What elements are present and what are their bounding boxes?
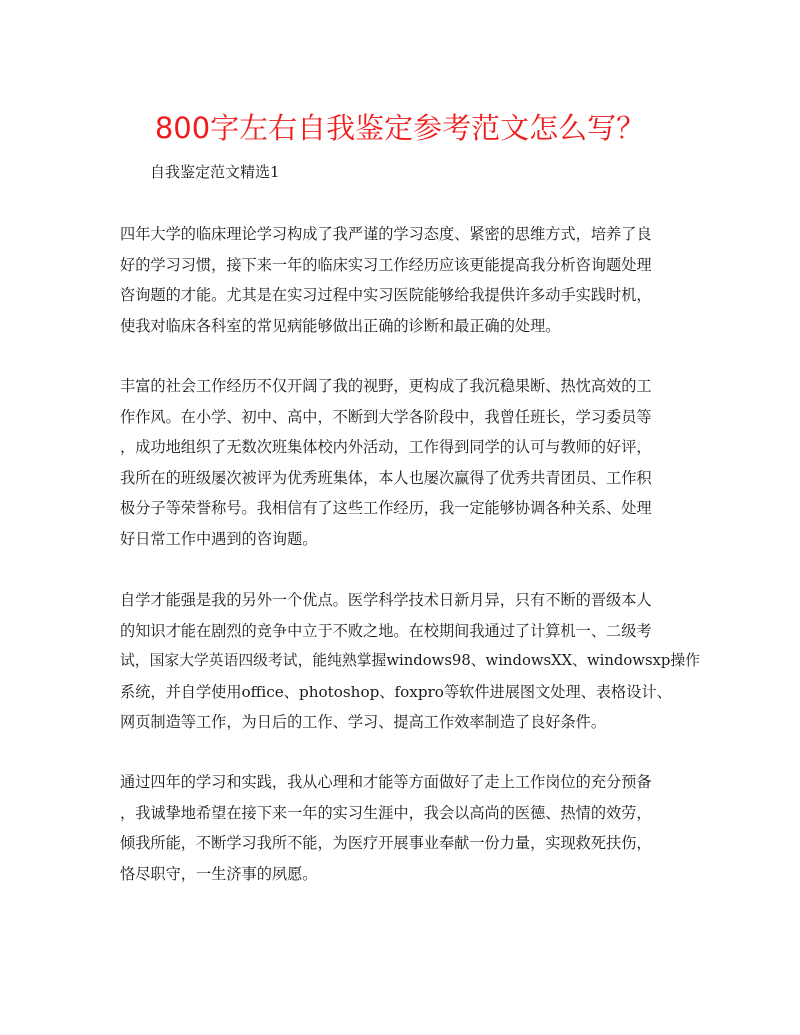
paragraph-line: 使我对临床各科室的常见病能够做出正确的诊断和最正确的处理。 (120, 316, 561, 335)
paragraph-3 (120, 585, 700, 738)
paragraph-line: 通过四年的学习和实践，我从心理和才能等方面做好了走上工作岗位的充分预备 (120, 773, 652, 791)
paragraph-line: 网页制造等工作，为日后的工作、学习、提高工作效率制造了良好条件。 (120, 713, 606, 731)
page-title: 800字左右自我鉴定参考范文怎么写？ (154, 111, 646, 145)
paragraph-1 (120, 219, 700, 341)
paragraph-line: 极分子等荣誉称号。我相信有了这些工作经历，我一定能够协调各种关系、处理 (120, 499, 652, 517)
paragraph-line: ，成功地组织了无数次班集体校内外活动，工作得到同学的认可与教师的好评， (120, 438, 652, 456)
paragraph-line: 自学才能强是我的另外一个优点。医学科学技术日新月异，只有不断的晋级本人 (120, 591, 652, 609)
paragraph-2 (120, 371, 700, 554)
paragraph-line: 好的学习习惯，接下来一年的临床实习工作经历应该更能提高我分析咨询题处理 (120, 255, 652, 274)
paragraph-4 (120, 767, 700, 889)
paragraph-line: 我所在的班级屡次被评为优秀班集体，本人也屡次赢得了优秀共青团员、工作积 (120, 468, 652, 487)
paragraph-line: 丰富的社会工作经历不仅开阔了我的视野，更构成了我沉稳果断、热忱高效的工 (120, 377, 652, 395)
paragraph-line: 咨询题的才能。尤其是在实习过程中实习医院能够给我提供许多动手实践时机， (120, 286, 652, 304)
paragraph-line: 好日常工作中遇到的咨询题。 (120, 529, 318, 548)
paragraph-line: 系统，并自学使用office、photoshop、foxpro等软件进展图文处理、表格设计、 (120, 682, 672, 701)
paragraph-line: 倾我所能，不断学习我所不能，为医疗开展事业奉献一份力量，实现救死扶伤， (120, 834, 652, 852)
paragraph-line: 的知识才能在剧烈的竞争中立于不败之地。在校期间我通过了计算机一、二级考 (120, 621, 652, 640)
paragraph-line: ，我诚挚地希望在接下来一年的实习生涯中，我会以高尚的医德、热情的效劳， (120, 803, 652, 822)
paragraph-line: 恪尽职守，一生济事的夙愿。 (120, 864, 318, 883)
paragraph-line: 试，国家大学英语四级考试，能纯熟掌握windows98、windowsXX、windowsxp操作 (120, 652, 700, 669)
paragraph-line: 四年大学的临床理论学习构成了我严谨的学习态度、紧密的思维方式，培养了良 (120, 225, 652, 243)
paragraph-line: 作作风。在小学、初中、高中，不断到大学各阶段中，我曾任班长，学习委员等 (120, 407, 652, 426)
section-subtitle: 自我鉴定范文精选1 (150, 163, 280, 181)
